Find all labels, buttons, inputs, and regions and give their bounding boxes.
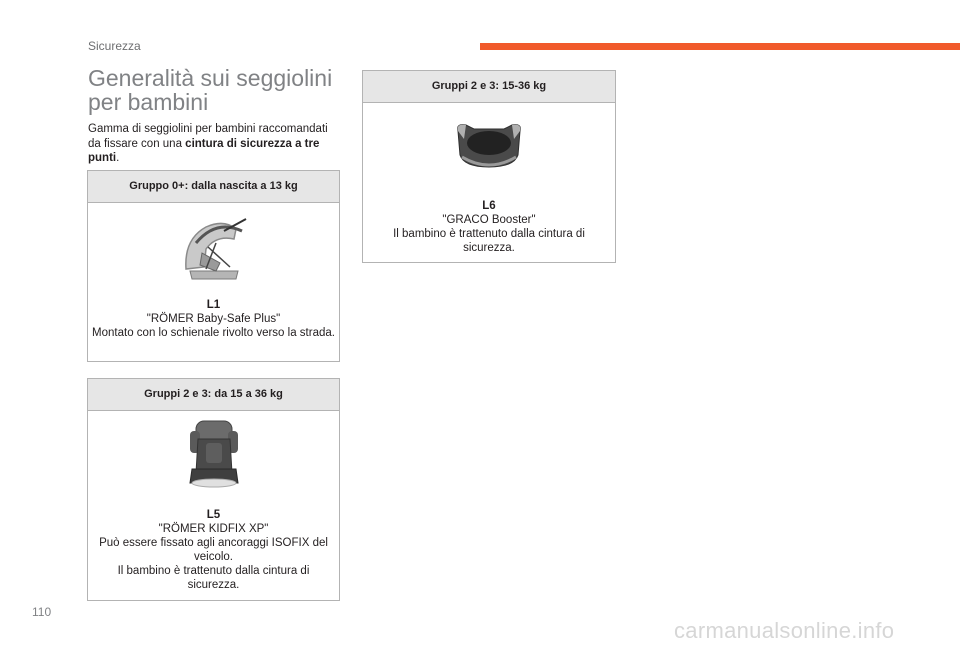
seat-card-text — [363, 199, 615, 255]
seat-note: Il bambino è trattenuto dalla cintura di sicurezza. — [393, 228, 585, 254]
seat-card-text — [88, 298, 339, 340]
booster-cushion-image — [452, 117, 526, 175]
title-line-2: per bambini — [88, 89, 209, 115]
seat-name: "RÖMER KIDFIX XP" — [158, 523, 269, 535]
seat-card-l1 — [87, 170, 340, 362]
seat-card-header: Gruppi 2 e 3: da 15 a 36 kg — [88, 379, 339, 411]
seat-note: Può essere fissato agli ancoraggi ISOFIX del veicolo. — [99, 537, 328, 563]
intro-text: Gamma di seggiolini per bambini raccomandati da fissare con una — [88, 123, 328, 150]
seat-card-header: Gruppi 2 e 3: 15-36 kg — [363, 71, 615, 103]
seat-code: L1 — [206, 299, 221, 311]
seat-code: L5 — [206, 509, 221, 521]
seat-note: Montato con lo schienale rivolto verso la strada. — [92, 327, 335, 339]
seat-note: Il bambino è trattenuto dalla cintura di sicurezza. — [117, 565, 310, 591]
accent-bar — [480, 43, 960, 50]
seat-card-l6 — [362, 70, 616, 263]
seat-name: "GRACO Booster" — [442, 214, 536, 226]
seat-card-header: Gruppo 0+: dalla nascita a 13 kg — [88, 171, 339, 203]
seat-name: "RÖMER Baby-Safe Plus" — [146, 313, 281, 325]
seat-code: L6 — [482, 200, 496, 212]
watermark: carmanualsonline.info — [674, 618, 895, 643]
seat-card-text — [88, 508, 339, 592]
intro-bold: cintura di sicurezza a tre punti — [88, 137, 320, 164]
intro-paragraph — [88, 122, 343, 166]
booster-seat-image — [182, 417, 246, 493]
seat-card-l5 — [87, 378, 340, 601]
page-number: 110 — [32, 605, 52, 619]
title-line-1: Generalità sui seggiolini — [88, 65, 333, 91]
infant-carrier-image — [176, 209, 252, 285]
page-title — [88, 66, 332, 114]
section-label: Sicurezza — [88, 39, 141, 53]
intro-end: . — [116, 152, 120, 164]
